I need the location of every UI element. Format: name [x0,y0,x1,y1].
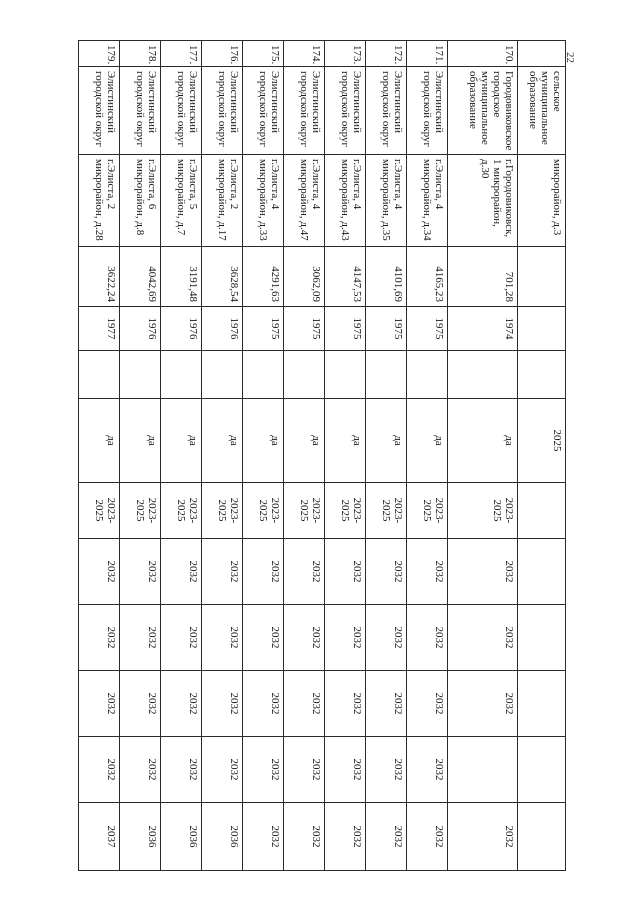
empty-cell [325,351,366,399]
table-row [284,41,325,871]
table-row [325,41,366,871]
year-cell: 2032 [325,803,366,871]
year-cell: 2032 [120,671,161,737]
year-cell: 2032 [284,803,325,871]
year-cell: 2032 [366,605,407,671]
year-cell: 2032 [325,605,366,671]
municipality-cell: Элистинский городской округ [79,67,120,155]
year-cell: 2032 [284,737,325,803]
year-cell [448,737,518,803]
row-number: 178. [120,41,161,67]
year-cell: 2032 [161,737,202,803]
top-cell-period: 2025 [518,399,566,483]
year-cell: 2032 [448,671,518,737]
address-cell: г.Элиста, 4 микрорайон, д.33 [243,155,284,247]
flag-cell: да [325,399,366,483]
year-cell: 2032 [366,671,407,737]
year-cell: 2032 [407,737,448,803]
address-cell: г.Элиста, 2 микрорайон, д.28 [79,155,120,247]
year-cell: 2032 [448,605,518,671]
year-built-cell: 1977 [79,307,120,351]
top-cell [518,41,566,67]
year-built-cell: 1976 [202,307,243,351]
empty-cell [366,351,407,399]
year-cell: 2032 [407,539,448,605]
period-cell: 2023-2025 [325,483,366,539]
flag-cell: да [161,399,202,483]
flag-cell: да [366,399,407,483]
year-cell: 2032 [284,605,325,671]
top-cell [518,803,566,871]
area-cell: 3191,48 [161,247,202,307]
table-row [243,41,284,871]
year-cell: 2036 [202,803,243,871]
rotated-table-wrapper [81,40,566,870]
area-cell: 4101,69 [366,247,407,307]
period-cell: 2023-2025 [202,483,243,539]
year-cell: 2032 [366,539,407,605]
row-number: 179. [79,41,120,67]
address-cell: г.Элиста, 5 микрорайон, д.7 [161,155,202,247]
empty-cell [243,351,284,399]
year-cell: 2032 [79,539,120,605]
year-cell: 2032 [120,539,161,605]
year-cell: 2032 [448,803,518,871]
municipality-cell: Элистинский городской округ [325,67,366,155]
table-row [366,41,407,871]
year-cell: 2032 [366,803,407,871]
top-cell [518,671,566,737]
year-cell: 2032 [325,539,366,605]
flag-cell: да [243,399,284,483]
year-built-cell: 1975 [407,307,448,351]
row-number: 177. [161,41,202,67]
year-cell: 2032 [407,803,448,871]
period-cell: 2023-2025 [161,483,202,539]
year-cell: 2032 [366,737,407,803]
year-built-cell: 1976 [120,307,161,351]
municipality-cell: Элистинский городской округ [243,67,284,155]
year-cell: 2032 [284,671,325,737]
top-cell [518,351,566,399]
table-row [79,41,120,871]
period-cell: 2023-2025 [284,483,325,539]
year-built-cell: 1974 [448,307,518,351]
page-number: 22 [564,52,576,63]
year-cell: 2032 [79,605,120,671]
year-cell: 2036 [120,803,161,871]
empty-cell [79,351,120,399]
flag-cell: да [448,399,518,483]
year-cell: 2036 [161,803,202,871]
year-cell: 2032 [325,737,366,803]
year-built-cell: 1975 [325,307,366,351]
table-row [407,41,448,871]
table-row-top [518,41,566,871]
flag-cell: да [79,399,120,483]
address-cell: г.Элиста, 4 микрорайон, д.47 [284,155,325,247]
year-cell: 2032 [120,605,161,671]
table-row [448,41,518,871]
period-cell: 2023-2025 [366,483,407,539]
year-cell: 2037 [79,803,120,871]
area-cell: 3622,24 [79,247,120,307]
year-cell: 2032 [243,605,284,671]
year-built-cell: 1975 [284,307,325,351]
empty-cell [284,351,325,399]
housing-register-table [78,40,566,871]
address-cell: г.Элиста, 4 микрорайон, д.34 [407,155,448,247]
year-cell: 2032 [407,605,448,671]
municipality-cell: Городовиковское городское муниципальное образование [448,67,518,155]
top-cell-addr: микрорайон, д.3 [518,155,566,247]
top-cell [518,737,566,803]
year-cell: 2032 [161,671,202,737]
address-cell: г.Элиста, 2 микрорайон, д.17 [202,155,243,247]
flag-cell: да [284,399,325,483]
year-cell: 2032 [284,539,325,605]
area-cell: 4042,69 [120,247,161,307]
top-cell [518,539,566,605]
municipality-cell: Элистинский городской округ [120,67,161,155]
top-cell [518,307,566,351]
year-cell: 2032 [202,539,243,605]
table-row [202,41,243,871]
year-cell: 2032 [243,803,284,871]
period-cell: 2023-2025 [448,483,518,539]
year-cell: 2032 [120,737,161,803]
municipality-cell: Элистинский городской округ [161,67,202,155]
municipality-cell: Элистинский городской округ [284,67,325,155]
year-built-cell: 1975 [243,307,284,351]
flag-cell: да [407,399,448,483]
top-cell-mo: сельское муниципальное образование [518,67,566,155]
municipality-cell: Элистинский городской округ [366,67,407,155]
year-cell: 2032 [243,671,284,737]
year-cell: 2032 [161,539,202,605]
year-cell: 2032 [161,605,202,671]
address-cell: г.Городовиковск, 1 микрорайон, д.30 [448,155,518,247]
year-cell: 2032 [202,671,243,737]
row-number: 171. [407,41,448,67]
period-cell: 2023-2025 [243,483,284,539]
row-number: 170. [448,41,518,67]
year-cell: 2032 [202,605,243,671]
year-cell: 2032 [79,737,120,803]
flag-cell: да [120,399,161,483]
area-cell: 3628,54 [202,247,243,307]
period-cell: 2023-2025 [120,483,161,539]
top-cell [518,605,566,671]
row-number: 176. [202,41,243,67]
top-cell [518,247,566,307]
row-number: 173. [325,41,366,67]
flag-cell: да [202,399,243,483]
year-cell: 2032 [243,737,284,803]
municipality-cell: Элистинский городской округ [202,67,243,155]
empty-cell [448,351,518,399]
area-cell: 4165,23 [407,247,448,307]
area-cell: 4147,53 [325,247,366,307]
empty-cell [202,351,243,399]
row-number: 175. [243,41,284,67]
address-cell: г.Элиста, 4 микрорайон, д.35 [366,155,407,247]
empty-cell [407,351,448,399]
table-row [120,41,161,871]
table-row [161,41,202,871]
row-number: 174. [284,41,325,67]
address-cell: г.Элиста, 6 микрорайон, д.8 [120,155,161,247]
empty-cell [161,351,202,399]
period-cell: 2023-2025 [79,483,120,539]
address-cell: г.Элиста, 4 микрорайон, д.43 [325,155,366,247]
municipality-cell: Элистинский городской округ [407,67,448,155]
area-cell: 701,28 [448,247,518,307]
year-built-cell: 1976 [161,307,202,351]
year-cell: 2032 [202,737,243,803]
empty-cell [120,351,161,399]
year-cell: 2032 [407,671,448,737]
year-cell: 2032 [243,539,284,605]
top-cell [518,483,566,539]
area-cell: 3062,09 [284,247,325,307]
year-cell: 2032 [79,671,120,737]
row-number: 172. [366,41,407,67]
year-cell: 2032 [448,539,518,605]
area-cell: 4291,63 [243,247,284,307]
year-cell: 2032 [325,671,366,737]
year-built-cell: 1975 [366,307,407,351]
period-cell: 2023-2025 [407,483,448,539]
